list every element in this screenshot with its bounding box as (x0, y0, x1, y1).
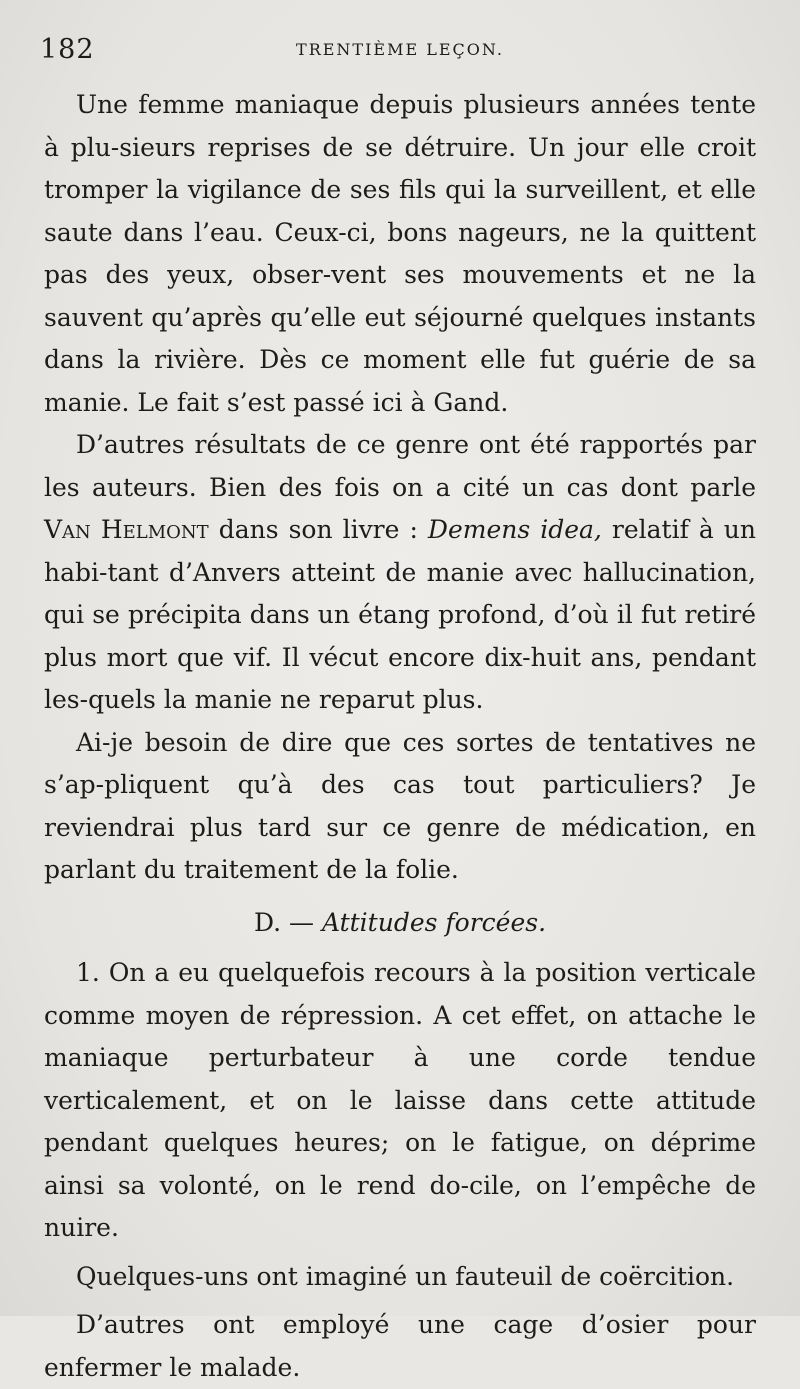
paragraph-2 (44, 424, 756, 722)
section-heading-letter: D. — (253, 907, 315, 937)
paragraph-2-text-b: dans son livre : (208, 515, 428, 544)
paragraph-2-text-a: D’autres résultats de ce genre ont été rapportés par les auteurs. Bien des fois on a cité un cas dont parle (44, 430, 756, 502)
running-head (40, 34, 760, 74)
paragraph-4 (44, 952, 756, 1250)
running-title: TRENTIÈME LEÇON. (296, 40, 504, 59)
paragraph-1: Une femme maniaque depuis plusieurs années tente à plu-sieurs reprises de se détruire. Un jour elle croit tromper la vigilance de ses fils qui la surveillent, et elle saute dans l’eau. Ceux-ci, bons nageurs, ne la quittent pas des yeux, obser-vent ses mouvements et ne la sauvent qu’après qu’elle eut séjourné quelques instants dans la rivière. Dès ce moment elle fut guérie de sa manie. Le fait s’est passé ici à Gand. (44, 90, 756, 417)
author-name: Van Helmont (44, 515, 209, 544)
body-text (44, 84, 756, 1389)
section-heading (44, 902, 756, 945)
paragraph-3: Ai-je besoin de dire que ces sortes de tentatives ne s’ap-pliquent qu’à des cas tout particuliers? Je reviendrai plus tard sur ce genre de médication, en parlant du traitement de la folie. (44, 727, 756, 884)
paragraph-6: D’autres ont employé une cage d’osier pour enfermer le malade. (44, 1310, 756, 1382)
numbered-item-number: 1. (76, 958, 100, 987)
paragraph-5: Quelques-uns ont imaginé un fauteuil de coërcition. (76, 1261, 735, 1291)
page-number: 182 (40, 34, 95, 65)
book-title: Demens idea, (427, 515, 602, 544)
section-heading-title: Attitudes forcées. (321, 907, 547, 937)
paragraph-2-text-c: relatif à un habi-tant d’Anvers atteint de manie avec hallucination, qui se précipita dans un étang profond, d’où il fut retiré plus mort que vif. Il vécut encore dix-huit ans, pendant les-quels la manie ne reparut plus. (44, 515, 757, 714)
paragraph-4-text: On a eu quelquefois recours à la position verticale comme moyen de répression. A cet effet, on attache le maniaque perturbateur à une corde tendue verticalement, et on le laisse dans cette attitude pendant quelques heures; on le fatigue, on déprime ainsi sa volonté, on le rend do-cile, on l’empêche de nuire. (44, 958, 756, 1242)
